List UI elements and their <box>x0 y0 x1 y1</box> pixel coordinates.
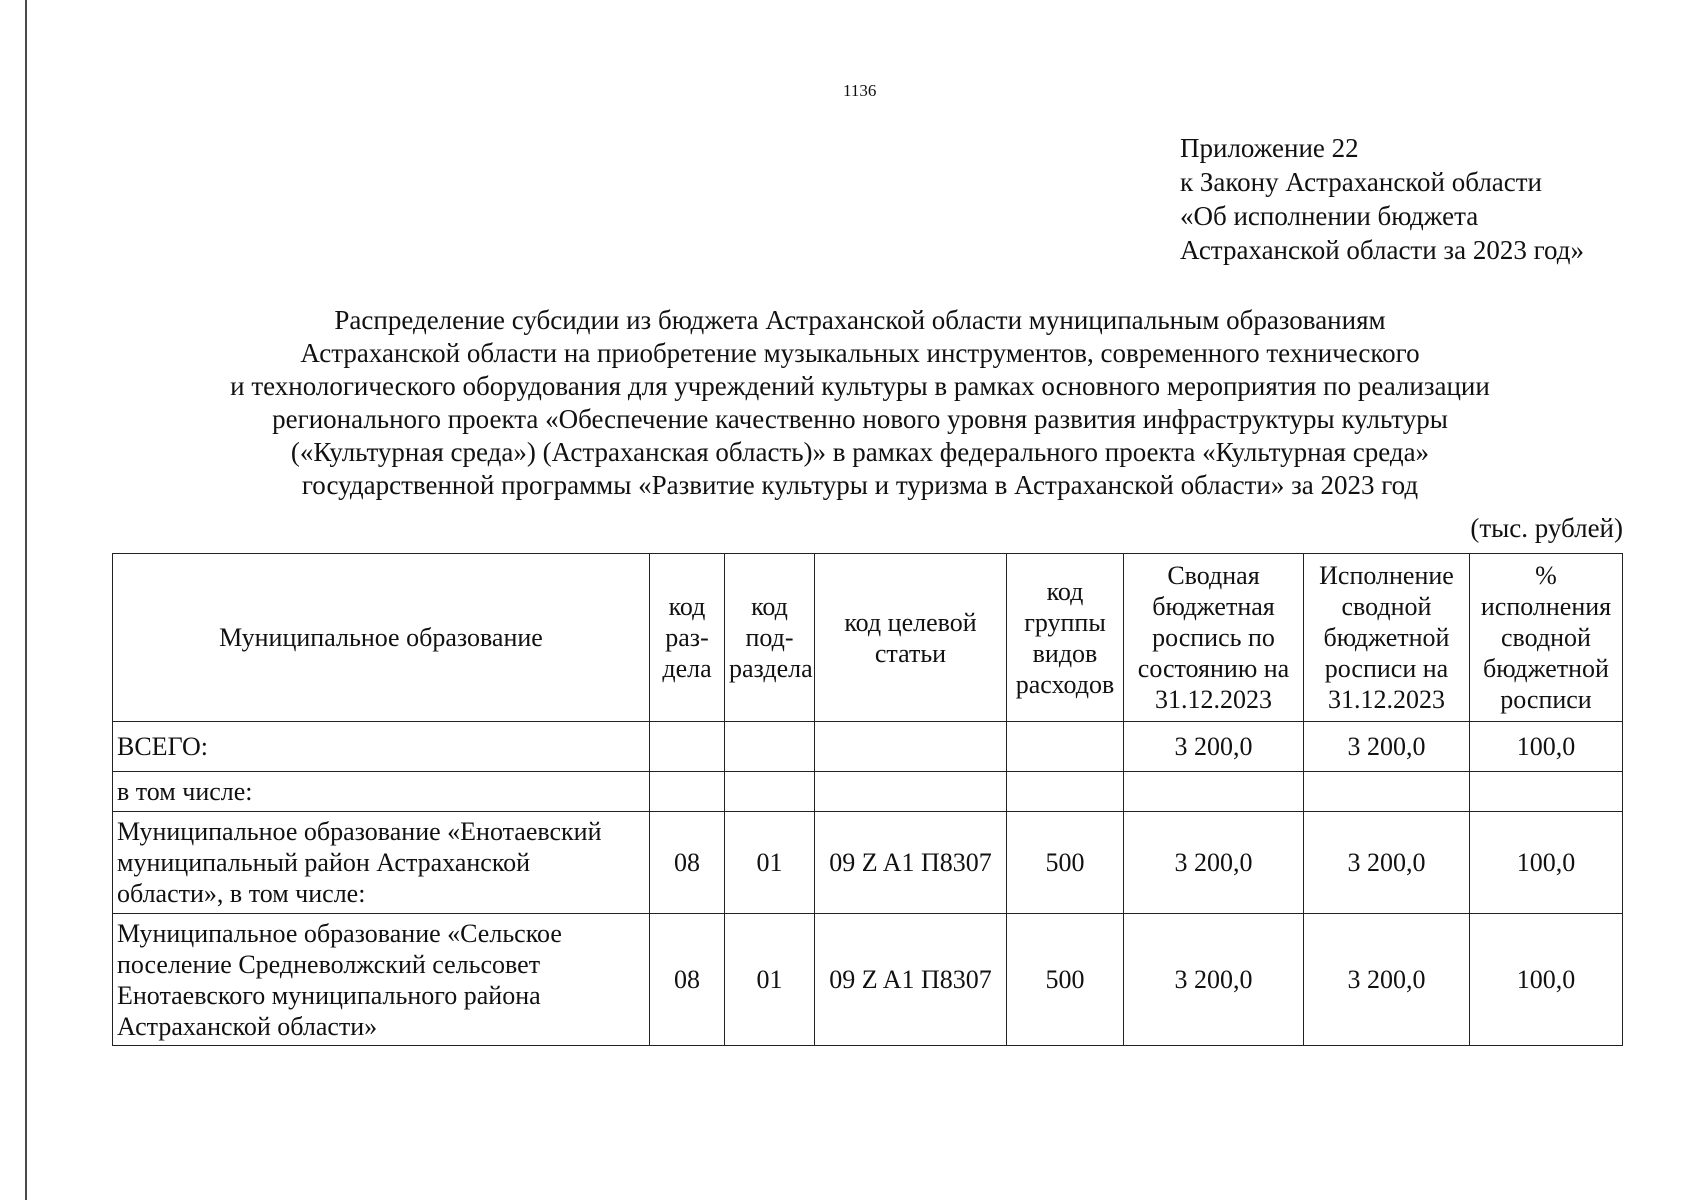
empty-cell <box>1304 772 1470 812</box>
header-line: Сводная <box>1167 561 1260 590</box>
municipality-line: муниципальный район Астраханской <box>117 848 531 877</box>
header-line: под- <box>745 623 794 652</box>
header-line: сводной <box>1501 623 1591 652</box>
municipality-line: Енотаевского муниципального района <box>117 980 541 1010</box>
header-line: росписи <box>1500 685 1592 714</box>
subsidy-table <box>112 553 1623 1046</box>
empty-cell <box>725 772 815 812</box>
header-line: 31.12.2023 <box>1155 685 1272 714</box>
total-budget-plan: 3 200,0 <box>1124 722 1304 772</box>
table-row-total <box>113 722 1623 772</box>
header-target-article-code <box>815 554 1007 722</box>
municipality-line: поселение Средневолжский сельсовет <box>117 949 541 979</box>
table-row <box>113 914 1623 1046</box>
header-line: % <box>1535 561 1557 590</box>
municipality-line: области», в том числе: <box>117 879 366 908</box>
header-percent <box>1470 554 1623 722</box>
document-title <box>150 304 1570 502</box>
header-line: бюджетная <box>1152 592 1275 621</box>
municipality-line: Муниципальное образование «Енотаевский <box>117 817 602 846</box>
title-line: государственной программы «Развитие культуры и туризма в Астраханской области» за 2023 год <box>301 470 1419 500</box>
empty-cell <box>1124 772 1304 812</box>
municipality-line: Муниципальное образование «Сельское <box>117 918 562 948</box>
appendix-block <box>1180 131 1584 267</box>
header-line: бюджетной <box>1323 623 1450 652</box>
header-line: исполнения <box>1480 592 1612 621</box>
header-line: раздела <box>729 654 813 683</box>
header-line: сводной <box>1341 592 1432 621</box>
total-section <box>650 722 725 772</box>
header-budget-plan <box>1124 554 1304 722</box>
municipality-name-cell <box>113 812 650 914</box>
header-line: роспись по <box>1152 623 1275 652</box>
target-article-cell: 09 Z A1 П8307 <box>815 812 1007 914</box>
appendix-line: «Об исполнении бюджета <box>1180 201 1479 231</box>
title-line: («Культурная среда») (Астраханская область)» в рамках федерального проекта «Культурная среда» <box>290 437 1430 467</box>
header-line: раз- <box>665 623 709 652</box>
header-section-code <box>650 554 725 722</box>
total-execution: 3 200,0 <box>1304 722 1470 772</box>
empty-cell <box>650 772 725 812</box>
section-code-cell: 08 <box>650 914 725 1046</box>
title-line: Астраханской области на приобретение музыкальных инструментов, современного технического <box>300 338 1420 368</box>
municipality-line: Астраханской области» <box>117 1011 378 1041</box>
header-line: дела <box>662 654 712 683</box>
municipality-name-cell <box>113 914 650 1046</box>
table-row <box>113 812 1623 914</box>
header-line: бюджетной <box>1483 654 1609 683</box>
title-line: Распределение субсидии из бюджета Астраханской области муниципальным образованиям <box>334 305 1386 335</box>
total-percent: 100,0 <box>1470 722 1623 772</box>
total-expense-group <box>1007 722 1124 772</box>
expense-group-cell: 500 <box>1007 812 1124 914</box>
table-row-including <box>113 772 1623 812</box>
subsection-code-cell: 01 <box>725 914 815 1046</box>
header-line: код целевой <box>844 607 977 637</box>
empty-cell <box>815 772 1007 812</box>
scan-edge-line <box>25 0 27 1200</box>
appendix-line: Астраханской области за 2023 год» <box>1180 235 1584 265</box>
title-line: регионального проекта «Обеспечение качественно нового уровня развития инфраструктуры культуры <box>272 404 1448 434</box>
table-header-row <box>113 554 1623 722</box>
empty-cell <box>1007 772 1124 812</box>
empty-cell <box>1470 772 1623 812</box>
header-line: росписи на <box>1324 654 1449 683</box>
header-line: код <box>751 592 788 621</box>
header-line: видов <box>1032 638 1098 668</box>
section-code-cell: 08 <box>650 812 725 914</box>
header-line: состоянию на <box>1137 654 1290 683</box>
execution-cell: 3 200,0 <box>1304 914 1470 1046</box>
header-line: статьи <box>874 638 947 668</box>
total-label: ВСЕГО: <box>113 722 650 772</box>
header-municipality <box>113 554 650 722</box>
header-line: код <box>1046 576 1084 606</box>
including-label: в том числе: <box>113 772 650 812</box>
budget-plan-cell: 3 200,0 <box>1124 812 1304 914</box>
total-target-article <box>815 722 1007 772</box>
header-line: код <box>668 592 706 621</box>
percent-cell: 100,0 <box>1470 914 1623 1046</box>
header-line: Муниципальное образование <box>219 623 543 652</box>
header-line: группы <box>1024 607 1106 637</box>
subsection-code-cell: 01 <box>725 812 815 914</box>
header-line: расходов <box>1015 669 1115 699</box>
budget-plan-cell: 3 200,0 <box>1124 914 1304 1046</box>
appendix-line: Приложение 22 <box>1180 133 1359 163</box>
appendix-line: к Закону Астраханской области <box>1180 167 1543 197</box>
total-subsection <box>725 722 815 772</box>
page-number: 1136 <box>843 81 877 100</box>
header-execution <box>1304 554 1470 722</box>
header-subsection-code <box>725 554 815 722</box>
target-article-cell: 09 Z A1 П8307 <box>815 914 1007 1046</box>
expense-group-cell: 500 <box>1007 914 1124 1046</box>
units-label: (тыс. рублей) <box>1470 513 1623 543</box>
execution-cell: 3 200,0 <box>1304 812 1470 914</box>
title-line: и технологического оборудования для учреждений культуры в рамках основного мероприятия по реализации <box>230 371 1490 401</box>
header-line: 31.12.2023 <box>1328 685 1445 714</box>
header-line: Исполнение <box>1319 561 1454 590</box>
header-expense-group-code <box>1007 554 1124 722</box>
percent-cell: 100,0 <box>1470 812 1623 914</box>
